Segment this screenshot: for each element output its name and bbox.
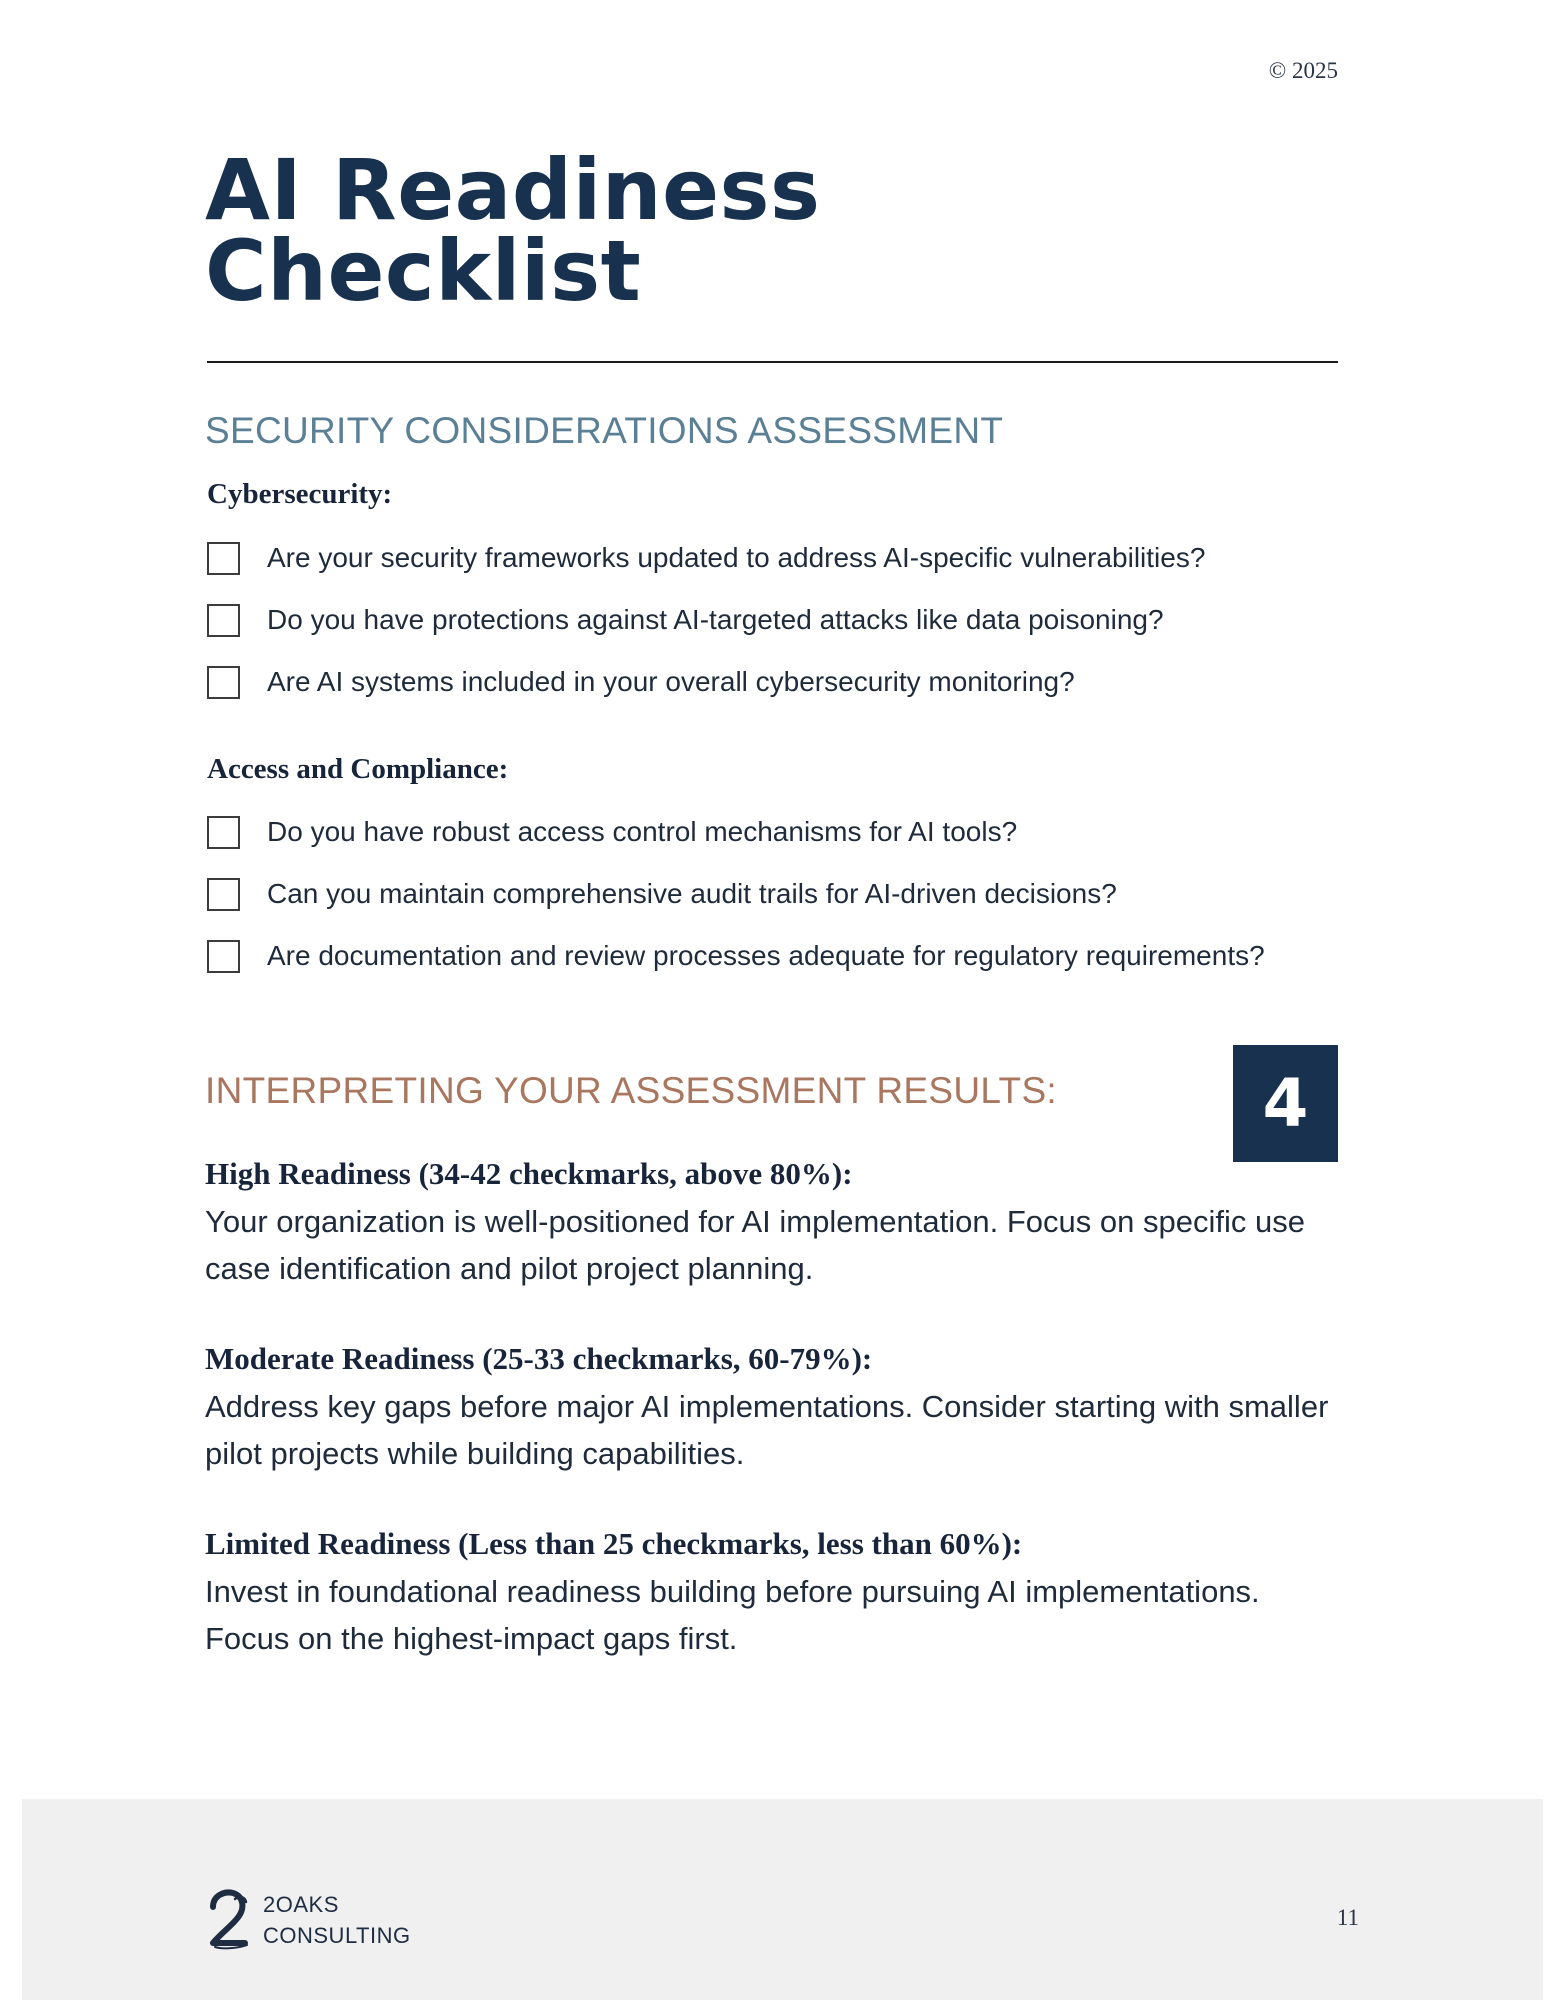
section-number: 4 <box>1262 1065 1309 1142</box>
oak-logo-icon <box>205 1889 251 1951</box>
checklist-item <box>207 602 1205 638</box>
checklist-item-text: Are your security frameworks updated to address AI-specific vulnerabilities? <box>267 542 1206 573</box>
checkbox[interactable] <box>207 542 240 575</box>
checklist-item-text: Do you have protections against AI-targeted attacks like data poisoning? <box>267 604 1164 635</box>
checklist-item <box>207 876 1265 912</box>
checklist-item <box>207 814 1265 850</box>
result-title: High Readiness (34-42 checkmarks, above 80%): <box>205 1156 853 1191</box>
result-moderate-readiness <box>205 1339 1345 1477</box>
page-title-line-1: AI Readiness <box>205 141 821 239</box>
copyright: © 2025 <box>1268 58 1338 83</box>
company-name <box>263 1889 411 1951</box>
cybersecurity-checklist <box>207 540 1205 726</box>
checklist-item <box>207 540 1205 576</box>
checklist-item <box>207 938 1265 974</box>
page-title-line-2: Checklist <box>205 222 642 320</box>
access-compliance-subheading: Access and Compliance: <box>207 753 509 785</box>
checklist-item-text: Are AI systems included in your overall cybersecurity monitoring? <box>267 666 1075 697</box>
company-name-line-1: 2OAKS <box>263 1892 339 1917</box>
result-limited-readiness <box>205 1524 1345 1662</box>
company-logo <box>205 1889 411 1951</box>
section-number-badge <box>1233 1045 1338 1162</box>
result-body: Invest in foundational readiness building before pursuing AI implementations. Focus on the highest-impact gaps first. <box>205 1574 1260 1656</box>
result-title: Moderate Readiness (25-33 checkmarks, 60-79%): <box>205 1341 873 1376</box>
page-footer <box>22 1799 1543 2000</box>
result-high-readiness <box>205 1154 1345 1292</box>
checklist-item-text: Can you maintain comprehensive audit trails for AI-driven decisions? <box>267 878 1117 909</box>
checkbox[interactable] <box>207 604 240 637</box>
page-title <box>205 141 821 320</box>
result-body: Your organization is well-positioned for AI implementation. Focus on specific use case identification and pilot project planning. <box>205 1204 1305 1286</box>
interpreting-section-heading: INTERPRETING YOUR ASSESSMENT RESULTS: <box>205 1070 1058 1111</box>
title-divider <box>207 361 1338 363</box>
checklist-item <box>207 664 1205 700</box>
company-name-line-2: CONSULTING <box>263 1923 411 1948</box>
page-number: 11 <box>1336 1905 1359 1930</box>
checkbox[interactable] <box>207 878 240 911</box>
security-section-heading: SECURITY CONSIDERATIONS ASSESSMENT <box>205 410 1004 451</box>
result-title: Limited Readiness (Less than 25 checkmarks, less than 60%): <box>205 1526 1023 1561</box>
checklist-item-text: Are documentation and review processes adequate for regulatory requirements? <box>267 940 1265 971</box>
access-compliance-checklist <box>207 814 1265 1000</box>
checkbox[interactable] <box>207 666 240 699</box>
checkbox[interactable] <box>207 940 240 973</box>
checklist-item-text: Do you have robust access control mechanisms for AI tools? <box>267 816 1018 847</box>
checkbox[interactable] <box>207 816 240 849</box>
result-body: Address key gaps before major AI implementations. Consider starting with smaller pilot projects while building capabilities. <box>205 1389 1329 1471</box>
cybersecurity-subheading: Cybersecurity: <box>207 478 393 510</box>
